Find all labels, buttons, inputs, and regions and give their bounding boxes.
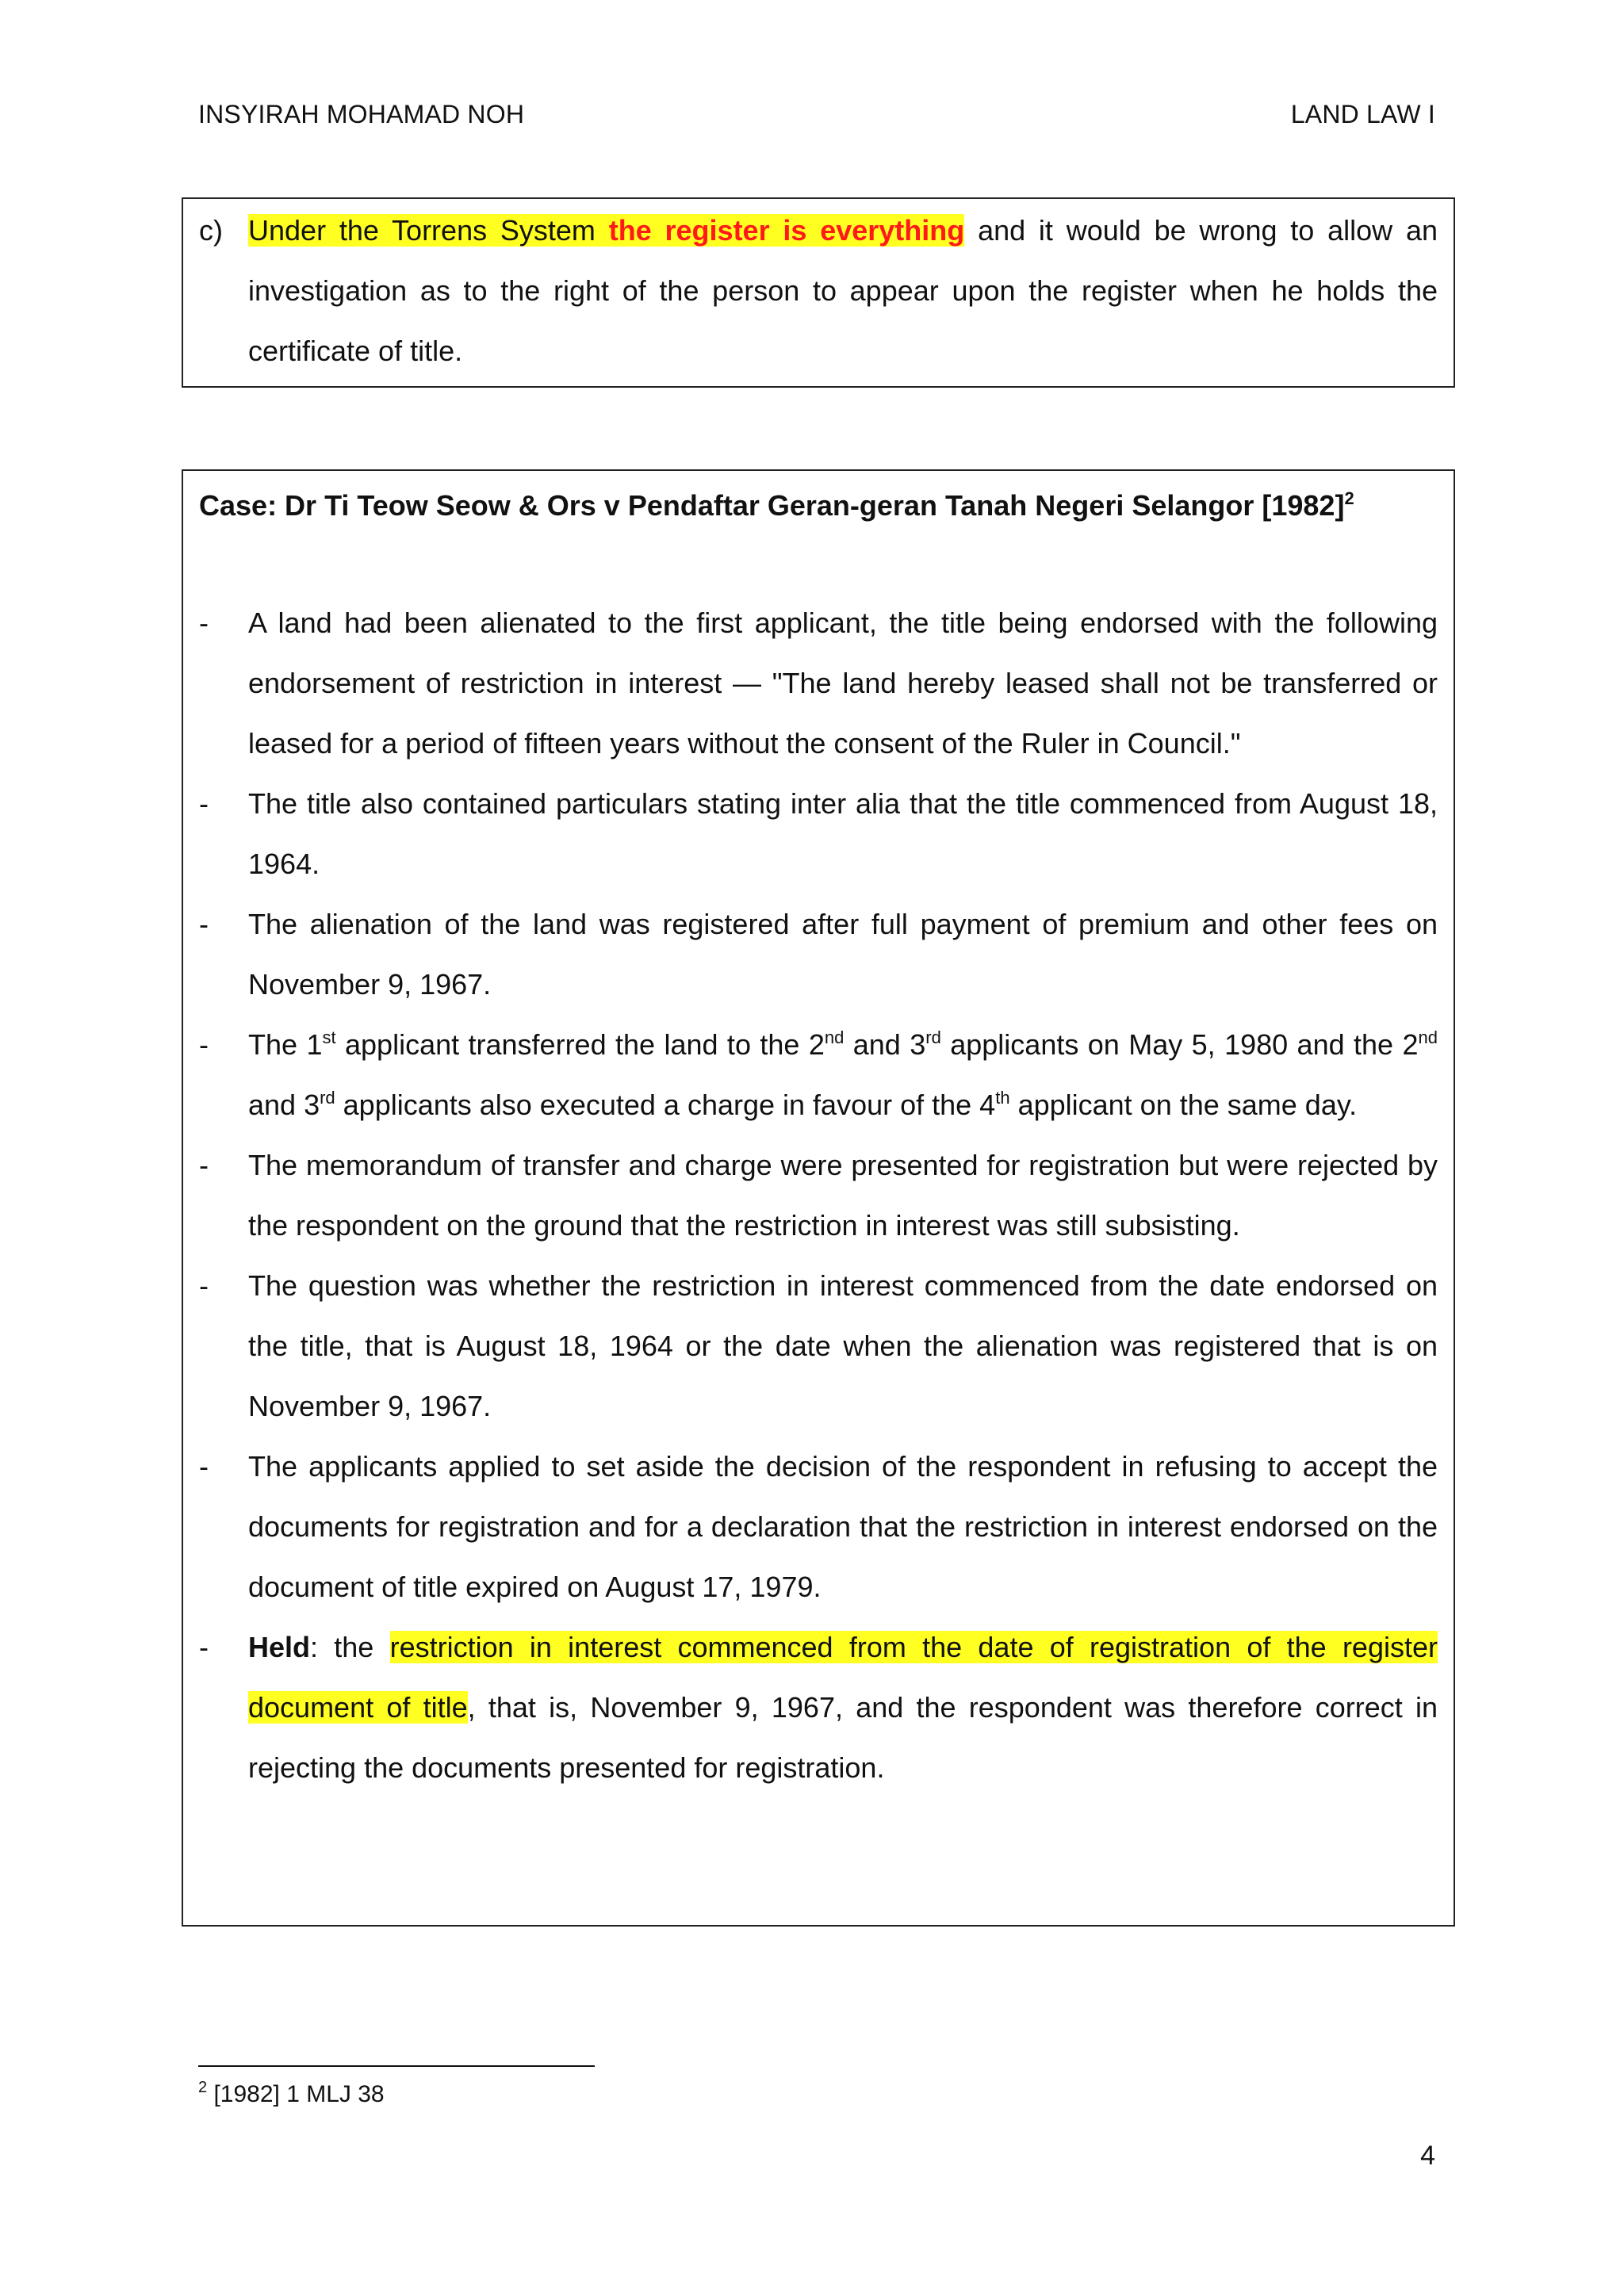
bullet-dash: - bbox=[199, 1631, 209, 1663]
text-run: and 3 bbox=[844, 1028, 926, 1061]
ordinal-suffix: rd bbox=[925, 1027, 941, 1047]
page-header bbox=[198, 100, 1435, 135]
footnote bbox=[198, 2079, 385, 2110]
text-run: applicants also executed a charge in favour of the 4 bbox=[335, 1089, 996, 1121]
bullet-text: The applicants applied to set aside the decision of the respondent in refusing to accept the documents for registration and for a declaration that the restriction in interest endorsed on the document of title expired on August 17, 1979. bbox=[248, 1450, 1438, 1603]
held-label: Held bbox=[248, 1631, 311, 1663]
ordinal-suffix: rd bbox=[320, 1088, 335, 1108]
bullet-dash: - bbox=[199, 908, 209, 940]
ordinal-suffix: nd bbox=[824, 1027, 845, 1047]
highlight-lead: Under the Torrens System bbox=[248, 214, 609, 247]
bullet-dash: - bbox=[199, 1149, 209, 1181]
text-run: and 3 bbox=[248, 1089, 320, 1121]
point-c-rest: and it would be wrong to allow an investigation as to the right of the person to appear upon the register when he holds the certificate of title. bbox=[248, 214, 1438, 367]
text-run: applicant on the same day. bbox=[1009, 1089, 1358, 1121]
case-title bbox=[199, 476, 1438, 536]
ordinal-suffix: nd bbox=[1418, 1027, 1438, 1047]
point-c-box bbox=[182, 197, 1455, 388]
bullet-text: The title also contained particulars stating inter alia that the title commenced from August 18, 1964. bbox=[248, 787, 1438, 880]
footnote-text: [1982] 1 MLJ 38 bbox=[207, 2081, 385, 2107]
case-facts-list bbox=[199, 593, 1438, 1798]
highlight-emphasis: the register is everything bbox=[608, 214, 965, 247]
point-c-marker: c) bbox=[199, 214, 223, 247]
list-item bbox=[199, 1256, 1438, 1437]
ordinal-suffix: st bbox=[322, 1027, 336, 1047]
bullet-text: The memorandum of transfer and charge were presented for registration but were rejected by the respondent on the ground that the restriction in interest was still subsisting. bbox=[248, 1149, 1438, 1242]
text-run: applicants on May 5, 1980 and the 2 bbox=[940, 1028, 1419, 1061]
case-box bbox=[182, 469, 1455, 1927]
held-highlight: restriction in interest commenced from the date of registration of the register document of title bbox=[248, 1631, 1438, 1724]
footnote-number: 2 bbox=[198, 2079, 208, 2096]
text-run: applicant transferred the land to the 2 bbox=[335, 1028, 825, 1061]
held-item bbox=[199, 1617, 1438, 1798]
bullet-dash: - bbox=[199, 1269, 209, 1302]
bullet-dash: - bbox=[199, 1028, 209, 1061]
held-text bbox=[248, 1617, 1438, 1798]
bullet-text: The question was whether the restriction in interest commenced from the date endorsed on the title, that is August 18, 1964 or the date when the alienation was registered that is on November 9, 1967. bbox=[248, 1269, 1438, 1422]
ordinal-suffix: th bbox=[995, 1088, 1010, 1108]
footnote-separator bbox=[198, 2065, 595, 2067]
list-item bbox=[199, 774, 1438, 894]
list-item bbox=[199, 1437, 1438, 1617]
page-number: 4 bbox=[1420, 2141, 1435, 2171]
bullet-dash: - bbox=[199, 787, 209, 820]
text-run: The 1 bbox=[248, 1028, 323, 1061]
point-c bbox=[199, 201, 1438, 381]
held-rest: , that is, November 9, 1967, and the respondent was therefore correct in rejecting the documents presented for registration. bbox=[248, 1691, 1438, 1784]
bullet-text: The alienation of the land was registered after full payment of premium and other fees on November 9, 1967. bbox=[248, 908, 1438, 1001]
point-c-text bbox=[248, 201, 1438, 381]
list-item bbox=[199, 1135, 1438, 1256]
bullet-dash: - bbox=[199, 607, 209, 639]
bullet-text bbox=[248, 1015, 1438, 1135]
list-item bbox=[199, 894, 1438, 1015]
footnote-reference: 2 bbox=[1344, 488, 1354, 508]
list-item bbox=[199, 593, 1438, 774]
bullet-dash: - bbox=[199, 1450, 209, 1483]
case-title-text: Case: Dr Ti Teow Seow & Ors v Pendaftar Geran-geran Tanah Negeri Selangor [1982] bbox=[199, 489, 1345, 522]
bullet-text: A land had been alienated to the first applicant, the title being endorsed with the following endorsement of restriction in interest — "The land hereby leased shall not be transferred or leased for a period of fifteen years without the consent of the Ruler in Council." bbox=[248, 607, 1438, 760]
header-author: INSYIRAH MOHAMAD NOH bbox=[198, 100, 525, 128]
header-course: LAND LAW I bbox=[1290, 100, 1435, 128]
list-item bbox=[199, 1015, 1438, 1135]
held-lead: : the bbox=[310, 1631, 390, 1663]
